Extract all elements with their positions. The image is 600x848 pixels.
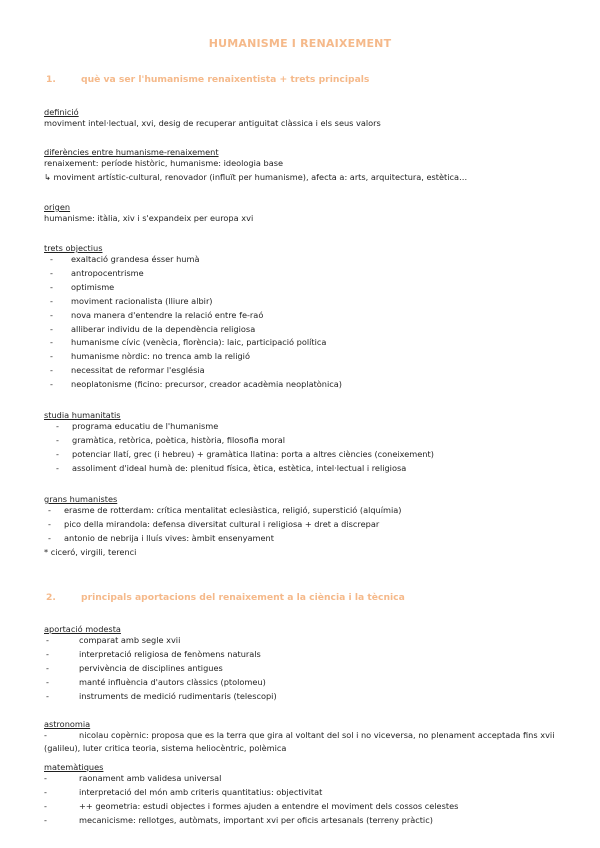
subheading-astronomia: astronomia (44, 719, 91, 729)
list-item: - nova manera d'entendre la relació entre fe-raó (44, 309, 584, 323)
matematiques-block (44, 762, 584, 828)
grans-note: * ciceró, virgili, terenci (44, 546, 137, 557)
bullet-dash: - (50, 365, 53, 376)
bullet-dash: - (56, 434, 59, 445)
grans-block (44, 494, 584, 560)
list-item: - neoplatonisme (ficino: precursor, creador acadèmia neoplatònica) (44, 378, 584, 392)
list-item: - ++ geometria: estudi objectes i formes ajuden a entendre el moviment dels cossos celestes (44, 800, 584, 814)
bullet-dash: - (50, 309, 53, 320)
bullet-dash: - (48, 532, 51, 543)
list-item: - pervivència de disciplines antigues (44, 662, 584, 676)
section-number: 1. (46, 74, 56, 85)
list-item: - necessitat de reformar l'església (44, 364, 584, 378)
bullet-dash: - (44, 800, 47, 811)
bullet-dash: - (48, 518, 51, 529)
list-item: - humanisme nòrdic: no trenca amb la religió (44, 350, 584, 364)
bullet-dash: - (44, 786, 47, 797)
list-item: - exaltació grandesa ésser humà (44, 253, 584, 267)
bullet-dash: - (46, 676, 49, 687)
list-item: - humanisme cívic (venècia, florència): laic, participació política (44, 336, 584, 350)
astronomia-text: - nicolau copèrnic: proposa que es la terra que gira al voltant del sol i no viceversa, no plenament acceptada fins xvii (galileu), luter critica teoria, sistema heliocèntric, polèmica (44, 730, 555, 754)
bullet-dash: - (50, 281, 53, 292)
subheading-aportacio: aportació modesta (44, 624, 121, 634)
bullet-dash: - (50, 379, 53, 390)
bullet-dash: - (50, 337, 53, 348)
list-item: - assoliment d'ideal humà de: plenitud física, ètica, estètica, intel·lectual i religiosa (44, 462, 584, 476)
list-item: - programa educatiu de l'humanisme (44, 420, 584, 434)
definicio-block (44, 107, 584, 131)
list-item: - erasme de rotterdam: crítica mentalitat eclesiàstica, religió, superstició (alquímia) (44, 504, 584, 518)
bullet-dash: - (56, 421, 59, 431)
origen-block (44, 202, 584, 226)
bullet-dash: - (46, 690, 49, 701)
list-item: - interpretació del món amb criteris quantitatius: objectivitat (44, 786, 584, 800)
list-item: - raonament amb validesa universal (44, 772, 584, 786)
list-item: - antonio de nebrija i lluís vives: àmbit ensenyament (44, 532, 584, 546)
bullet-dash: - (50, 351, 53, 362)
bullet-dash: - (50, 323, 53, 334)
bullet-dash: - (50, 295, 53, 306)
list-item: - instruments de medició rudimentaris (telescopi) (44, 690, 584, 704)
diferencies-line-1: renaixement: període històric, humanisme: ideologia base (44, 158, 284, 168)
bullet-dash: - (56, 448, 59, 459)
astronomia-block (44, 719, 584, 756)
bullet-dash: - (56, 462, 59, 473)
diferencies-block (44, 147, 584, 185)
studia-block (44, 410, 584, 476)
subheading-origen: origen (44, 202, 71, 212)
bullet-dash: - (46, 648, 49, 659)
origen-text: humanisme: itàlia, xiv i s'expandeix per europa xvi (44, 213, 254, 223)
section-heading-2 (46, 592, 405, 603)
list-item: - alliberar individu de la dependència religiosa (44, 323, 584, 337)
list-item: - optimisme (44, 281, 584, 295)
list-item: - gramàtica, retòrica, poètica, història, filosofia moral (44, 434, 584, 448)
section-number: 2. (46, 592, 56, 603)
bullet-dash: - (46, 662, 49, 673)
list-item: - comparat amb segle xvii (44, 634, 584, 648)
bullet-dash: - (44, 773, 47, 783)
list-item: - interpretació religiosa de fenòmens naturals (44, 648, 584, 662)
bullet-dash: - (46, 635, 49, 645)
subheading-grans: grans humanistes (44, 494, 118, 504)
bullet-dash: - (44, 814, 47, 825)
subheading-matematiques: matemàtiques (44, 762, 104, 772)
bullet-dash: - (50, 267, 53, 278)
definicio-text: moviment intel·lectual, xvi, desig de recuperar antiguitat clàssica i els seus valors (44, 118, 381, 128)
list-item: - potenciar llatí, grec (i hebreu) + gramàtica llatina: porta a altres ciències (coneixement) (44, 448, 584, 462)
trets-block (44, 243, 584, 392)
diferencies-line-2: ↳ moviment artístic-cultural, renovador (influït per humanisme), afecta a: arts, arquitectura, estètica… (44, 171, 468, 182)
page-title: HUMANISME I RENAIXEMENT (208, 37, 392, 50)
list-item: - moviment racionalista (lliure albir) (44, 295, 584, 309)
section-title: què va ser l'humanisme renaixentista + trets principals (81, 74, 370, 85)
section-heading-1 (46, 74, 369, 85)
section-title: principals aportacions del renaixement a la ciència i la tècnica (81, 592, 405, 603)
subheading-diferencies: diferències entre humanisme-renaixement (44, 147, 219, 157)
bullet-dash: - (44, 730, 47, 740)
bullet-dash: - (50, 254, 53, 264)
bullet-dash: - (48, 505, 51, 515)
list-item: - mecanicisme: rellotges, autòmats, important xvi per oficis artesanals (terreny pràctic) (44, 814, 584, 828)
list-item: - manté influència d'autors clàssics (ptolomeu) (44, 676, 584, 690)
list-item: - antropocentrisme (44, 267, 584, 281)
subheading-studia: studia humanitatis (44, 410, 121, 420)
subheading-trets: trets objectius (44, 243, 103, 253)
subheading-definicio: definició (44, 107, 79, 117)
list-item: - pico della mirandola: defensa diversitat cultural i religiosa + dret a discrepar (44, 518, 584, 532)
aportacio-block (44, 624, 584, 704)
